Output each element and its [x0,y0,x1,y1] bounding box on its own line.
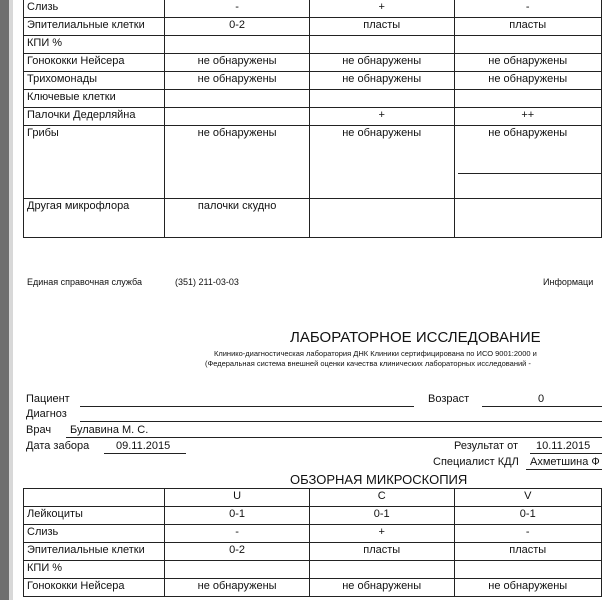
info-label: Информаци [543,277,594,287]
cell-v: не обнаружены [488,127,568,139]
cell-v: - [454,0,602,18]
cell-v: не обнаружены [454,72,602,90]
table-row [24,579,602,597]
specialist-label: Специалист КДЛ [433,456,519,468]
row-label: Слизь [24,525,165,543]
cell-u: не обнаружены [165,579,310,597]
table-row [24,0,602,18]
cell-v [454,90,602,108]
cell-c: пласты [309,543,454,561]
diagnosis-line [80,421,602,422]
page-title: ЛАБОРАТОРНОЕ ИССЛЕДОВАНИЕ [290,329,541,346]
accreditation-line-2: (Федеральная система внешней оценки качества клинических лабораторных исследований - [205,359,531,368]
service-phone: (351) 211-03-03 [175,277,239,287]
cell-v: пласты [454,543,602,561]
row-label: Палочки Дедерляйна [24,108,165,126]
section-title: ОБЗОРНАЯ МИКРОСКОПИЯ [290,472,468,487]
table-row [24,18,602,36]
cell-u: 0-2 [165,543,310,561]
cell-v-wrap [454,126,602,199]
cell-u: - [165,525,310,543]
cell-u: 0-2 [165,18,310,36]
cell-u: не обнаружены [165,72,310,90]
scan-edge-shadow [9,0,13,600]
table-row [24,507,602,525]
row-label: КПИ % [24,36,165,54]
cell-v: не обнаружены [454,579,602,597]
result-line [530,453,602,454]
row-label: Гонококки Нейсера [24,54,165,72]
doctor-line [66,437,602,438]
cell-u: не обнаружены [165,54,310,72]
table-row [24,126,602,199]
divider [458,173,602,174]
row-label: Трихомонады [24,72,165,90]
cell-v: - [454,525,602,543]
result-label: Результат от [454,440,518,452]
cell-c: не обнаружены [342,127,422,139]
cell-v: ++ [454,108,602,126]
table-header-row [24,489,602,507]
diagnosis-label: Диагноз [26,408,67,420]
column-header-v: V [454,489,602,507]
table-row [24,36,602,54]
table-row [24,561,602,579]
cell-c: пласты [309,18,454,36]
row-label: Ключевые клетки [24,90,165,108]
age-line [482,406,602,407]
date-value: 09.11.2015 [116,440,171,452]
cell-c: + [309,525,454,543]
cell-c-wrap [309,126,454,199]
cell-v: 0-1 [454,507,602,525]
cell-u: не обнаружены [165,126,310,199]
row-label: Эпителиальные клетки [24,543,165,561]
row-label: Лейкоциты [24,507,165,525]
table-row [24,199,602,238]
specialist-line [526,469,602,470]
table-row [24,108,602,126]
age-label: Возраст [428,393,470,405]
table-row [24,543,602,561]
date-label: Дата забора [26,440,90,452]
table-row [24,90,602,108]
column-header-c: C [309,489,454,507]
row-label: Эпителиальные клетки [24,18,165,36]
service-label: Единая справочная служба [27,277,142,287]
microscopy-table [23,488,602,597]
row-label: КПИ % [24,561,165,579]
scan-edge [0,0,9,600]
cell-v [454,561,602,579]
patient-label: Пациент [26,393,70,405]
table-row [24,525,602,543]
cell-v [454,36,602,54]
cell-u [165,108,310,126]
table-row [24,54,602,72]
cell-u: 0-1 [165,507,310,525]
cell-u: палочки скудно [165,199,310,238]
cell-u [165,561,310,579]
result-date: 10.11.2015 [536,440,591,452]
cell-u: - [165,0,310,18]
cell-c: + [309,108,454,126]
column-header-u: U [165,489,310,507]
patient-line [80,406,414,407]
cell-u [165,90,310,108]
cell-v [454,199,602,238]
cell-v: пласты [454,18,602,36]
header-empty [24,489,165,507]
top-results-table [23,0,602,238]
row-label: Гонококки Нейсера [24,579,165,597]
age-value: 0 [538,393,545,405]
cell-v: не обнаружены [454,54,602,72]
cell-c: 0-1 [309,507,454,525]
accreditation-line-1: Клинико-диагностическая лаборатория ДНК Клиники сертифицирована по ИСО 9001:2000 и [214,349,537,358]
cell-c [309,90,454,108]
cell-c: не обнаружены [309,54,454,72]
date-line [104,453,186,454]
cell-c [309,199,454,238]
cell-u [165,36,310,54]
specialist-value: Ахметшина Ф [530,456,600,468]
table-row [24,72,602,90]
cell-c: не обнаружены [309,72,454,90]
cell-c: не обнаружены [309,579,454,597]
row-label: Грибы [24,126,165,199]
row-label: Другая микрофлора [24,199,165,238]
cell-c: + [309,0,454,18]
doctor-value: Булавина М. С. [70,424,149,436]
cell-c [309,561,454,579]
cell-c [309,36,454,54]
row-label: Слизь [24,0,165,18]
doctor-label: Врач [26,424,52,436]
